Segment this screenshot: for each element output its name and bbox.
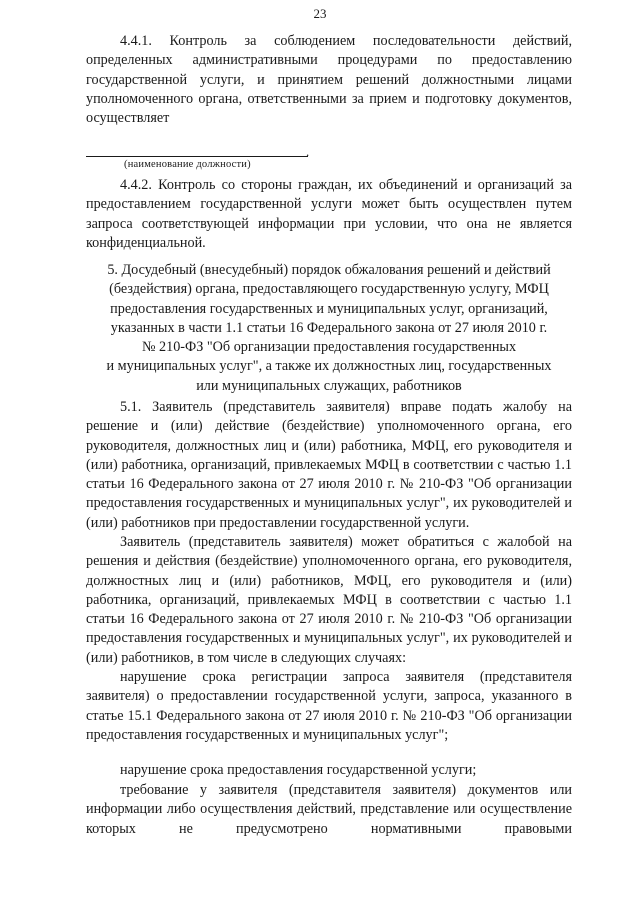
heading-line-1: 5. Досудебный (внесудебный) порядок обжалования решений и действий xyxy=(107,262,551,278)
paragraph-5-1: 5.1. Заявитель (представитель заявителя) вправе подать жалобу на решение и (или) действие (бездействие) уполномоченного органа, его руководителя, должностных лиц и (или) работника, МФЦ, его руководителя и (или) работника, организаций, привлекаемых МФЦ в соответствии с частью 1.1 статьи 16 Федерального закона от 27 июля 2010 г. № 210-ФЗ "Об организации предоставления государственных и муниципальных услуг", их руководителей и (или) работников при предоставлении государственной услуги. xyxy=(86,399,572,531)
heading-line-6: и муниципальных услуг", а также их должностных лиц, государственных xyxy=(106,358,552,375)
blank-line-dot: . xyxy=(306,144,310,159)
paragraph-4-4-2: 4.4.2. Контроль со стороны граждан, их объединений и организаций за предоставлением государственной услуги может быть осуществлен путем запроса соответствующей информации при условии, что она не является конфиденциальной. xyxy=(86,177,572,251)
heading-line-7: или муниципальных служащих, работников xyxy=(196,377,462,394)
section-5-heading xyxy=(86,261,572,396)
paragraph-4-4-1: 4.4.1. Контроль за соблюдением последовательности действий, определенных административными процедурами по предоставлению государственной услуги, и принятием решений должностными лицами уполномоченного органа, ответственными за прием и подготовку документов, осуществляет xyxy=(86,33,572,127)
case-item-2: нарушение срока предоставления государственной услуги; xyxy=(120,762,477,778)
heading-line-3: предоставления государственных и муниципальных услуг, организаций, xyxy=(110,300,548,317)
blank-caption: (наименование должности) xyxy=(124,159,251,170)
heading-line-4: указанных в части 1.1 статьи 16 Федерального закона от 27 июля 2010 г. xyxy=(110,319,548,336)
heading-line-2: (бездействия) органа, предоставляющего государственную услугу, МФЦ xyxy=(109,281,549,298)
case-item-3: требование у заявителя (представителя заявителя) документов или информации либо осуществления действий, представление или осуществление которых не предусмотрено нормативными правовыми xyxy=(86,782,572,837)
blank-line xyxy=(86,156,308,157)
paragraph-5-1-cases: Заявитель (представитель заявителя) может обратиться с жалобой на решения и действия (бездействие) уполномоченного органа, его руководителя, должностных лиц и (или) работников, МФЦ, его руководителя и (или) работника, организаций, привлекаемых МФЦ в соответствии с частью 1.1 статьи 16 Федерального закона от 27 июля 2010 г. № 210-ФЗ "Об организации предоставления государственных и муниципальных услуг", их руководителей и (или) работников, в том числе в следующих случаях: xyxy=(86,534,572,666)
heading-line-5: № 210-ФЗ "Об организации предоставления государственных xyxy=(141,339,517,356)
case-item-1: нарушение срока регистрации запроса заявителя (представителя заявителя) о предоставлении государственной услуги, запроса, указанного в статье 15.1 Федерального закона от 27 июля 2010 г. № 210-ФЗ "Об организации предоставления государственных и муниципальных услуг"; xyxy=(86,669,572,743)
page-number: 23 xyxy=(313,6,327,21)
